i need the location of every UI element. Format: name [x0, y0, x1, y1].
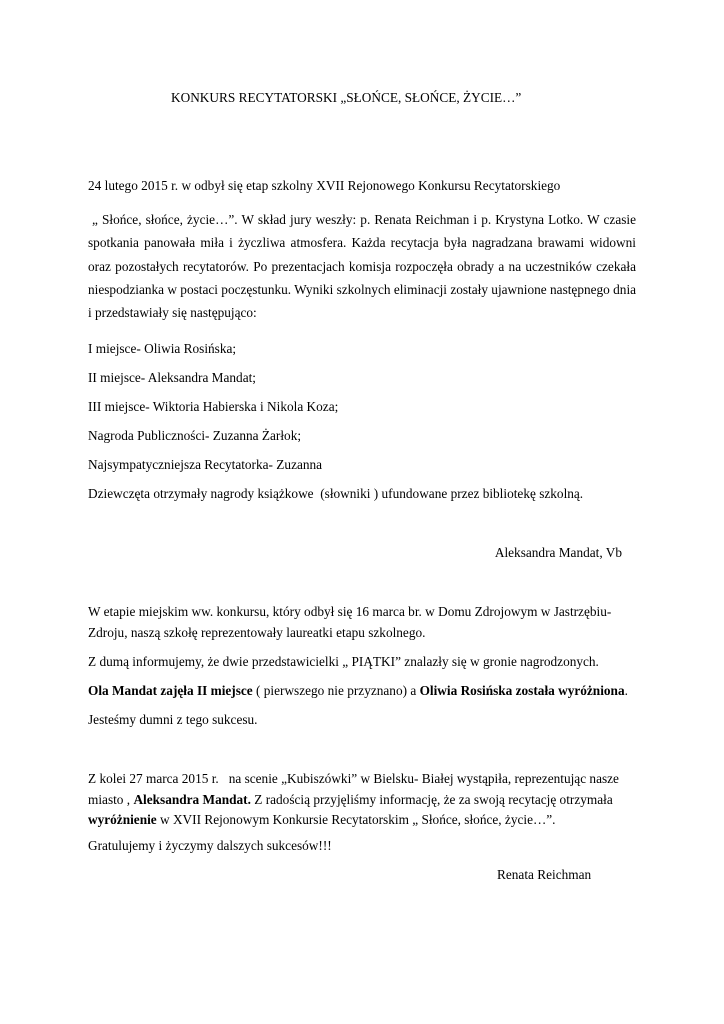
result-item: I miejsce- Oliwia Rosińska; [88, 341, 237, 356]
text-segment: . [624, 683, 628, 698]
bold-text: Oliwia Rosińska została wyróżniona [419, 683, 625, 698]
text-segment: w XVII Rejonowym Konkursie Recytatorskim „ Słońce, słońce, życie…”. [156, 812, 556, 827]
result-item: III miejsce- Wiktoria Habierska i Nikola Koza; [88, 399, 339, 414]
document-title: KONKURS RECYTATORSKI „SŁOŃCE, SŁOŃCE, ŻYCIE…” [171, 90, 522, 105]
regional-stage-line [88, 811, 556, 829]
author-signature: Renata Reichman [497, 867, 592, 882]
bold-text: Aleksandra Mandat. [133, 792, 251, 807]
intro-paragraph-line: spotkania panowała miła i życzliwa atmosfera. Każda recytacja była nagradzana brawami widowni [88, 235, 636, 250]
prizes-note: Dziewczęta otrzymały nagrody książkowe (słowniki ) ufundowane przez bibliotekę szkolną. [88, 486, 584, 501]
intro-paragraph-line: niespodzianka w postaci poczęstunku. Wyniki szkolnych eliminacji zostały ujawnione następnego dnia [88, 282, 637, 297]
intro-paragraph-line: i przedstawiały się następująco: [88, 305, 257, 320]
result-item: Nagroda Publiczności- Zuzanna Żarłok; [88, 428, 302, 443]
text-segment: ( pierwszego nie przyznano) a [252, 683, 420, 698]
text-segment: miasto , [88, 792, 134, 807]
text-segment: Z radością przyjęliśmy informację, że za swoją recytację otrzymała [250, 792, 613, 807]
city-stage-line: W etapie miejskim ww. konkursu, który odbył się 16 marca br. w Domu Zdrojowym w Jastrzębiu- [88, 604, 612, 619]
regional-stage-line [88, 791, 613, 809]
intro-paragraph-line: oraz pozostałych recytatorów. Po prezentacjach komisja rozpoczęła obrady a na uczestników czekała [88, 259, 636, 274]
author-signature: Aleksandra Mandat, Vb [494, 545, 622, 560]
result-item: II miejsce- Aleksandra Mandat; [88, 370, 256, 385]
regional-stage-line: Z kolei 27 marca 2015 r. na scenie „Kubiszówki” w Bielsku- Białej wystąpiła, reprezentując nasze [88, 771, 619, 786]
bold-text: Ola Mandat zajęła II miejsce [88, 683, 253, 698]
result-item: Najsympatyczniejsza Recytatorka- Zuzanna [88, 457, 323, 472]
congratulations-line: Gratulujemy i życzymy dalszych sukcesów!!! [88, 838, 332, 853]
intro-sentence: 24 lutego 2015 r. w odbył się etap szkolny XVII Rejonowego Konkursu Recytatorskiego [88, 178, 561, 193]
pride-statement: Z dumą informujemy, że dwie przedstawicielki „ PIĄTKI” znalazły się w gronie nagrodzonych. [88, 654, 599, 669]
city-stage-result [88, 682, 628, 700]
intro-paragraph-line: „ Słońce, słońce, życie…”. W skład jury weszły: p. Renata Reichman i p. Krystyna Lotko. W czasie [92, 212, 636, 227]
pride-closing: Jesteśmy dumni z tego sukcesu. [88, 712, 258, 727]
bold-text: wyróżnienie [88, 812, 157, 827]
city-stage-line: Zdroju, naszą szkołę reprezentowały laureatki etapu szkolnego. [88, 625, 426, 640]
